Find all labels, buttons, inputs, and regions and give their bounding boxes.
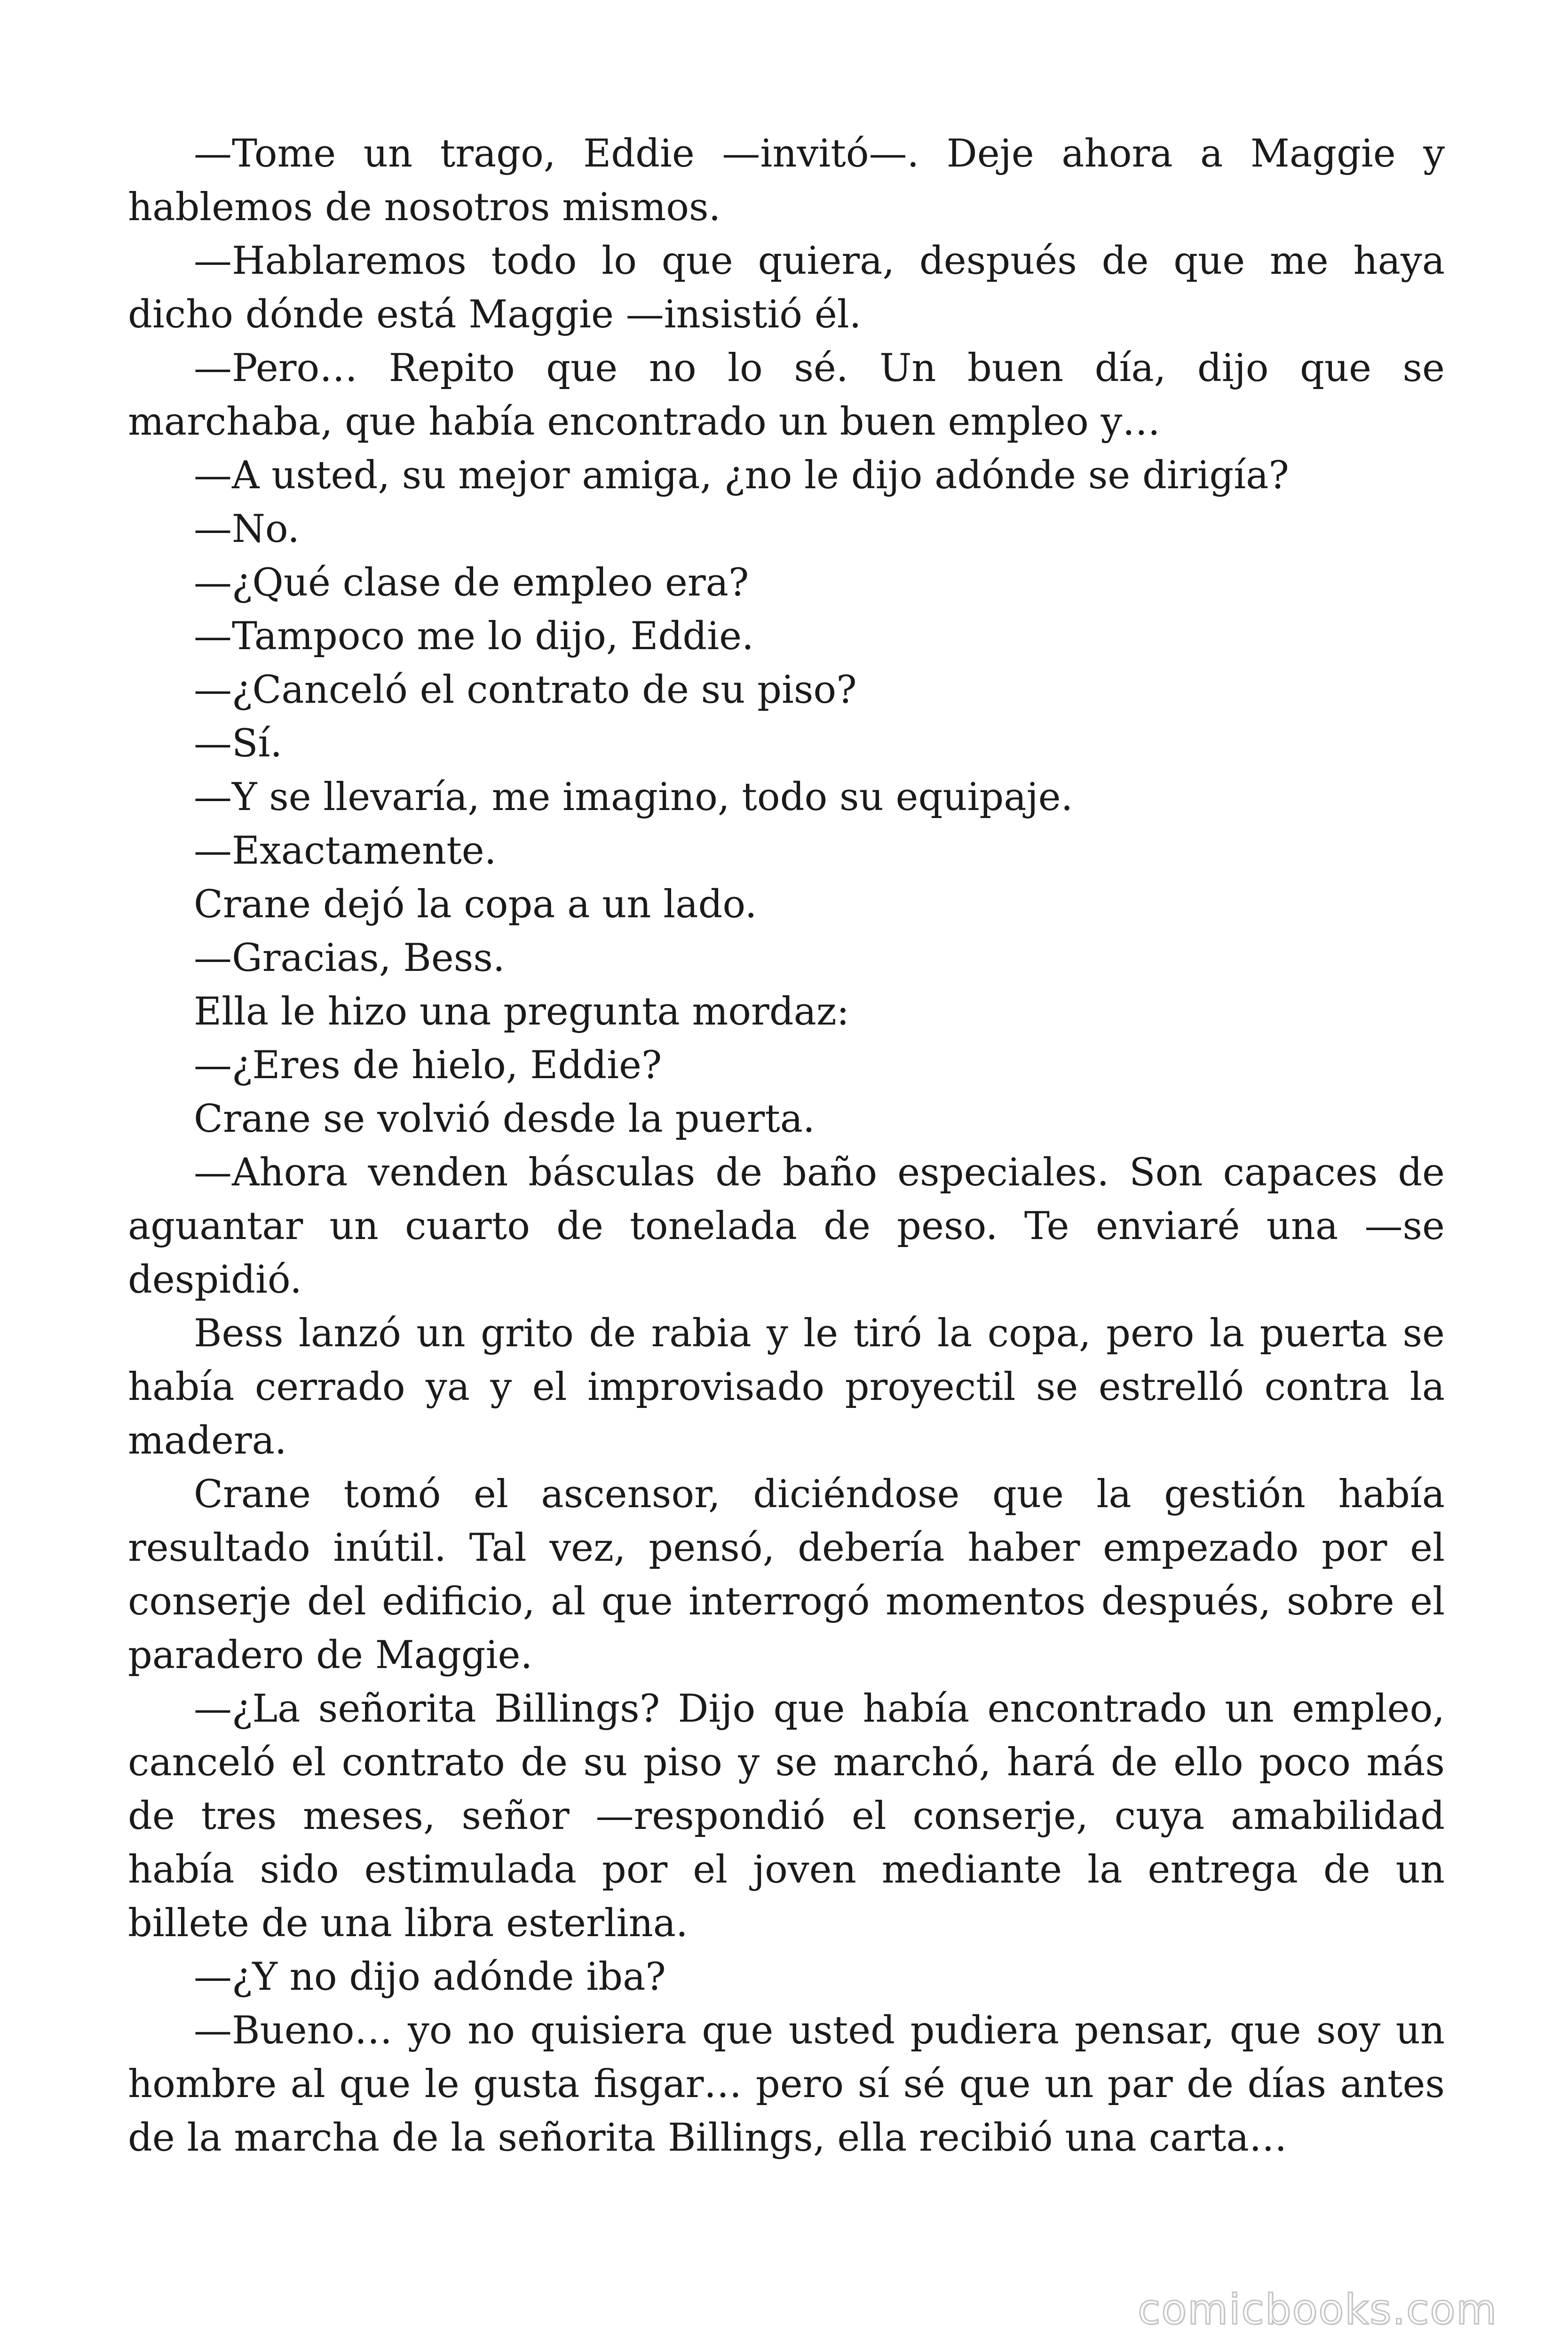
paragraph: —¿Qué clase de empleo era? — [194, 561, 749, 605]
paragraph: —¿Y no dijo adónde iba? — [194, 1955, 666, 1999]
paragraph: —A usted, su mejor amiga, ¿no le dijo adónde se dirigía? — [194, 453, 1289, 498]
paragraph: —Tampoco me lo dijo, Eddie. — [194, 614, 754, 659]
paragraph: Crane dejó la copa a un lado. — [194, 882, 757, 927]
paragraph: —¿Eres de hielo, Eddie? — [194, 1043, 662, 1088]
paragraph: —Exactamente. — [194, 829, 497, 873]
paragraph: —Gracias, Bess. — [194, 936, 505, 980]
paragraph: Crane tomó el ascensor, diciéndose que la gestión había resultado inútil. Tal vez, pensó, debería haber empezado por el conserje del edificio, al que interrogó momentos después, sobre el paradero de Maggie. — [128, 1472, 1445, 1677]
paragraph: —No. — [194, 507, 300, 551]
paragraph: Ella le hizo una pregunta mordaz: — [194, 990, 849, 1034]
paragraph: —Ahora venden básculas de baño especiales. Son capaces de aguantar un cuarto de tonelada de peso. Te enviaré una —se despidió. — [128, 1151, 1445, 1302]
paragraph: —Pero… Repito que no lo sé. Un buen día, dijo que se marchaba, que había encontrado un buen empleo y… — [128, 346, 1445, 444]
paragraph: Crane se volvió desde la puerta. — [194, 1097, 815, 1141]
paragraph: —Bueno… yo no quisiera que usted pudiera pensar, que soy un hombre al que le gusta fisgar… pero sí sé que un par de días antes de la marcha de la señorita Billings, ella recibió una carta… — [128, 2009, 1445, 2160]
paragraph: —Hablaremos todo lo que quiera, después de que me haya dicho dónde está Maggie —insistió él. — [128, 239, 1445, 337]
page-text — [128, 127, 1445, 2165]
paragraph: —Tome un trago, Eddie —invitó—. Deje ahora a Maggie y hablemos de nosotros mismos. — [128, 132, 1445, 230]
paragraph: —¿La señorita Billings? Dijo que había encontrado un empleo, canceló el contrato de su piso y se marchó, hará de ello poco más de tres meses, señor —respondió el conserje, cuya amabilidad había sido estimulada por el joven mediante la entrega de un billete de una libra esterlina. — [128, 1687, 1445, 1946]
paragraph: —¿Canceló el contrato de su piso? — [194, 668, 857, 712]
paragraph: Bess lanzó un grito de rabia y le tiró la copa, pero la puerta se había cerrado ya y el improvisado proyectil se estrelló contra la madera. — [128, 1311, 1445, 1463]
paragraph: —Y se llevaría, me imagino, todo su equipaje. — [194, 775, 1073, 819]
paragraph: —Sí. — [194, 722, 283, 766]
watermark-logo: comicbooks.com — [1137, 2285, 1497, 2334]
